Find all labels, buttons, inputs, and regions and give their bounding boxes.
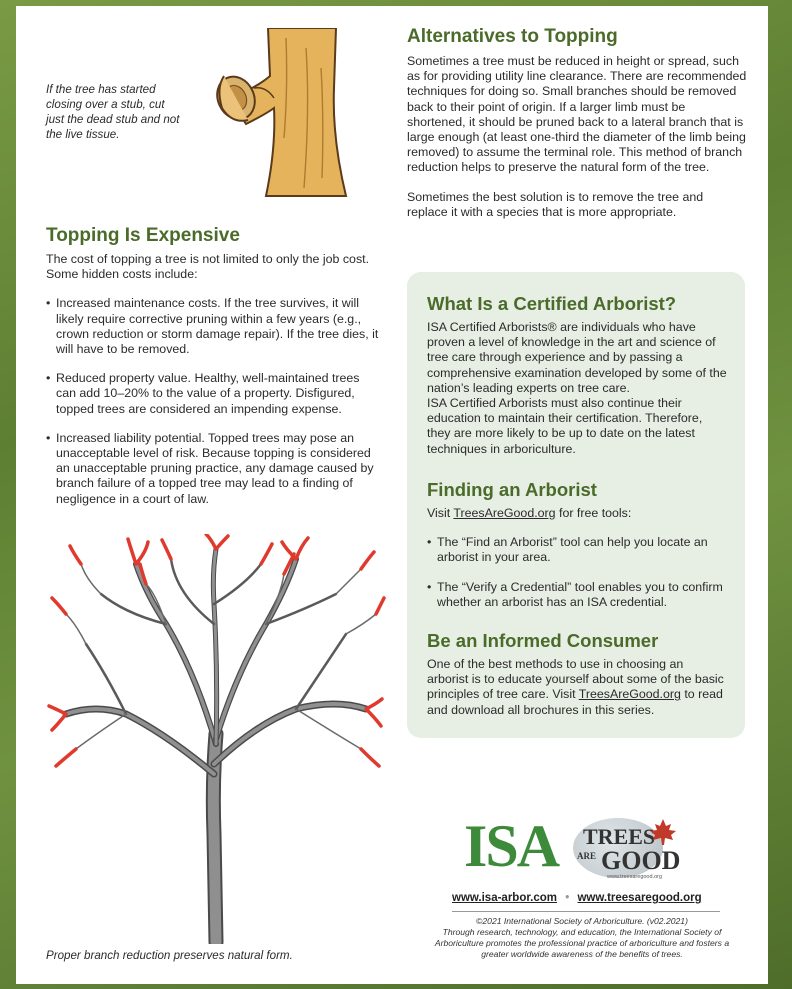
alternatives-para-2: Sometimes the best solution is to remove the tree and replace it with a species that is more appropriate. [407, 189, 704, 219]
alternatives-heading: Alternatives to Topping [407, 26, 618, 47]
finding-visit [427, 506, 732, 521]
certified-heading: What Is a Certified Arborist? [427, 293, 677, 314]
finding-visit-post: for free tools: [555, 506, 632, 520]
footer-copyright: ©2021 International Society of Arboriculture. (v02.2021) [476, 916, 688, 926]
expensive-heading: Topping Is Expensive [46, 225, 240, 246]
certified-para-1: ISA Certified Arborists® are individuals who have proven a level of knowledge in the art and science of tree care through experience and by passing a comprehensive examination developed by some of the nation’s leading experts on tree care. [427, 320, 727, 395]
informed-text [427, 657, 727, 718]
expensive-bullet: • Reduced property value. Healthy, well-maintained trees can add 10–20% to the value of a property. Disfigured, topped trees are considered an impending expense. [46, 371, 381, 417]
expensive-bullet: • Increased maintenance costs. If the tree survives, it will likely require corrective pruning within a few years (e.g., crown reduction or storm damage repair). If the tree dies, it will have to be removed. [46, 296, 381, 357]
info-panel [407, 272, 745, 738]
isa-logo [464, 813, 559, 879]
footer-links [452, 892, 752, 904]
brochure-page [16, 6, 768, 984]
trees-are-good-logo [573, 818, 703, 882]
trees-are-good-link[interactable]: TreesAreGood.org [453, 506, 556, 520]
certified-body [427, 320, 727, 457]
finding-body [427, 506, 732, 610]
alternatives-para-1: Sometimes a tree must be reduced in height or spread, such as for providing utility line clearance. There are recommended techniques for doing so. Small branches should be removed back to their point of origin. If a larger limb must be shortened, it should be pruned back to a lateral branch that is large enough (at least one-third the diameter of the limb being removed) to assume the terminal role. This method of branch reduction helps to preserve the natural form of the tree. [407, 54, 747, 175]
stub-illustration [196, 28, 376, 200]
trees-are-good-link-2[interactable]: TreesAreGood.org [578, 687, 681, 702]
logo-tag-url: www.treesaregood.org [607, 874, 663, 880]
expensive-bullet: • Increased liability potential. Topped trees may pose an unacceptable level of risk. Because topping is considered an unacceptable pruning practice, any damage caused by branch failure of a topped tree may lead to a finding of negligence in a court of law. [46, 431, 381, 507]
footer-separator: • [565, 892, 570, 904]
tree-caption: Proper branch reduction preserves natural form. [46, 949, 293, 962]
finding-visit-pre: Visit [427, 506, 454, 520]
treesaregood-link[interactable]: www.treesaregood.org [577, 892, 702, 904]
stub-caption: If the tree has started closing over a stub, cut just the dead stub and not the live tissue. [46, 83, 180, 141]
expensive-intro: The cost of topping a tree is not limited to only the job cost. Some hidden costs include: [46, 252, 370, 282]
logo-are: ARE [577, 851, 597, 861]
tree-illustration [46, 534, 386, 944]
isa-logo-text: ISA [464, 813, 559, 879]
logo-good: GOOD [601, 846, 681, 875]
informed-text-pre: One of the best methods to use in choosing an arborist is to educate yourself about some of the basic principles of tree care. Visit [427, 657, 724, 702]
footer-divider [452, 911, 720, 912]
finding-bullet: • The “Find an Arborist” tool can help you locate an arborist in your area. [427, 535, 732, 565]
expensive-body [46, 252, 381, 507]
logo-trees: TREES [583, 824, 656, 849]
alternatives-body [407, 54, 747, 220]
finding-bullet: • The “Verify a Credential” tool enables you to confirm whether an arborist has an ISA credential. [427, 580, 732, 610]
informed-body [427, 657, 727, 718]
informed-text-post: to read and download all brochures in this series. [427, 687, 723, 717]
footer-mission: Through research, technology, and education, the International Society of Arboriculture promotes the professional practice of arboriculture and fosters a greater worldwide awareness of the benefits of trees. [434, 927, 730, 959]
maple-leaf-icon [649, 818, 677, 846]
informed-heading: Be an Informed Consumer [427, 630, 659, 651]
finding-heading: Finding an Arborist [427, 479, 597, 500]
certified-para-2: ISA Certified Arborists must also continue their education to maintain their certification. Therefore, they are more likely to be up to date on the latest techniques in arboriculture. [427, 396, 703, 456]
isa-arbor-link[interactable]: www.isa-arbor.com [452, 892, 558, 904]
